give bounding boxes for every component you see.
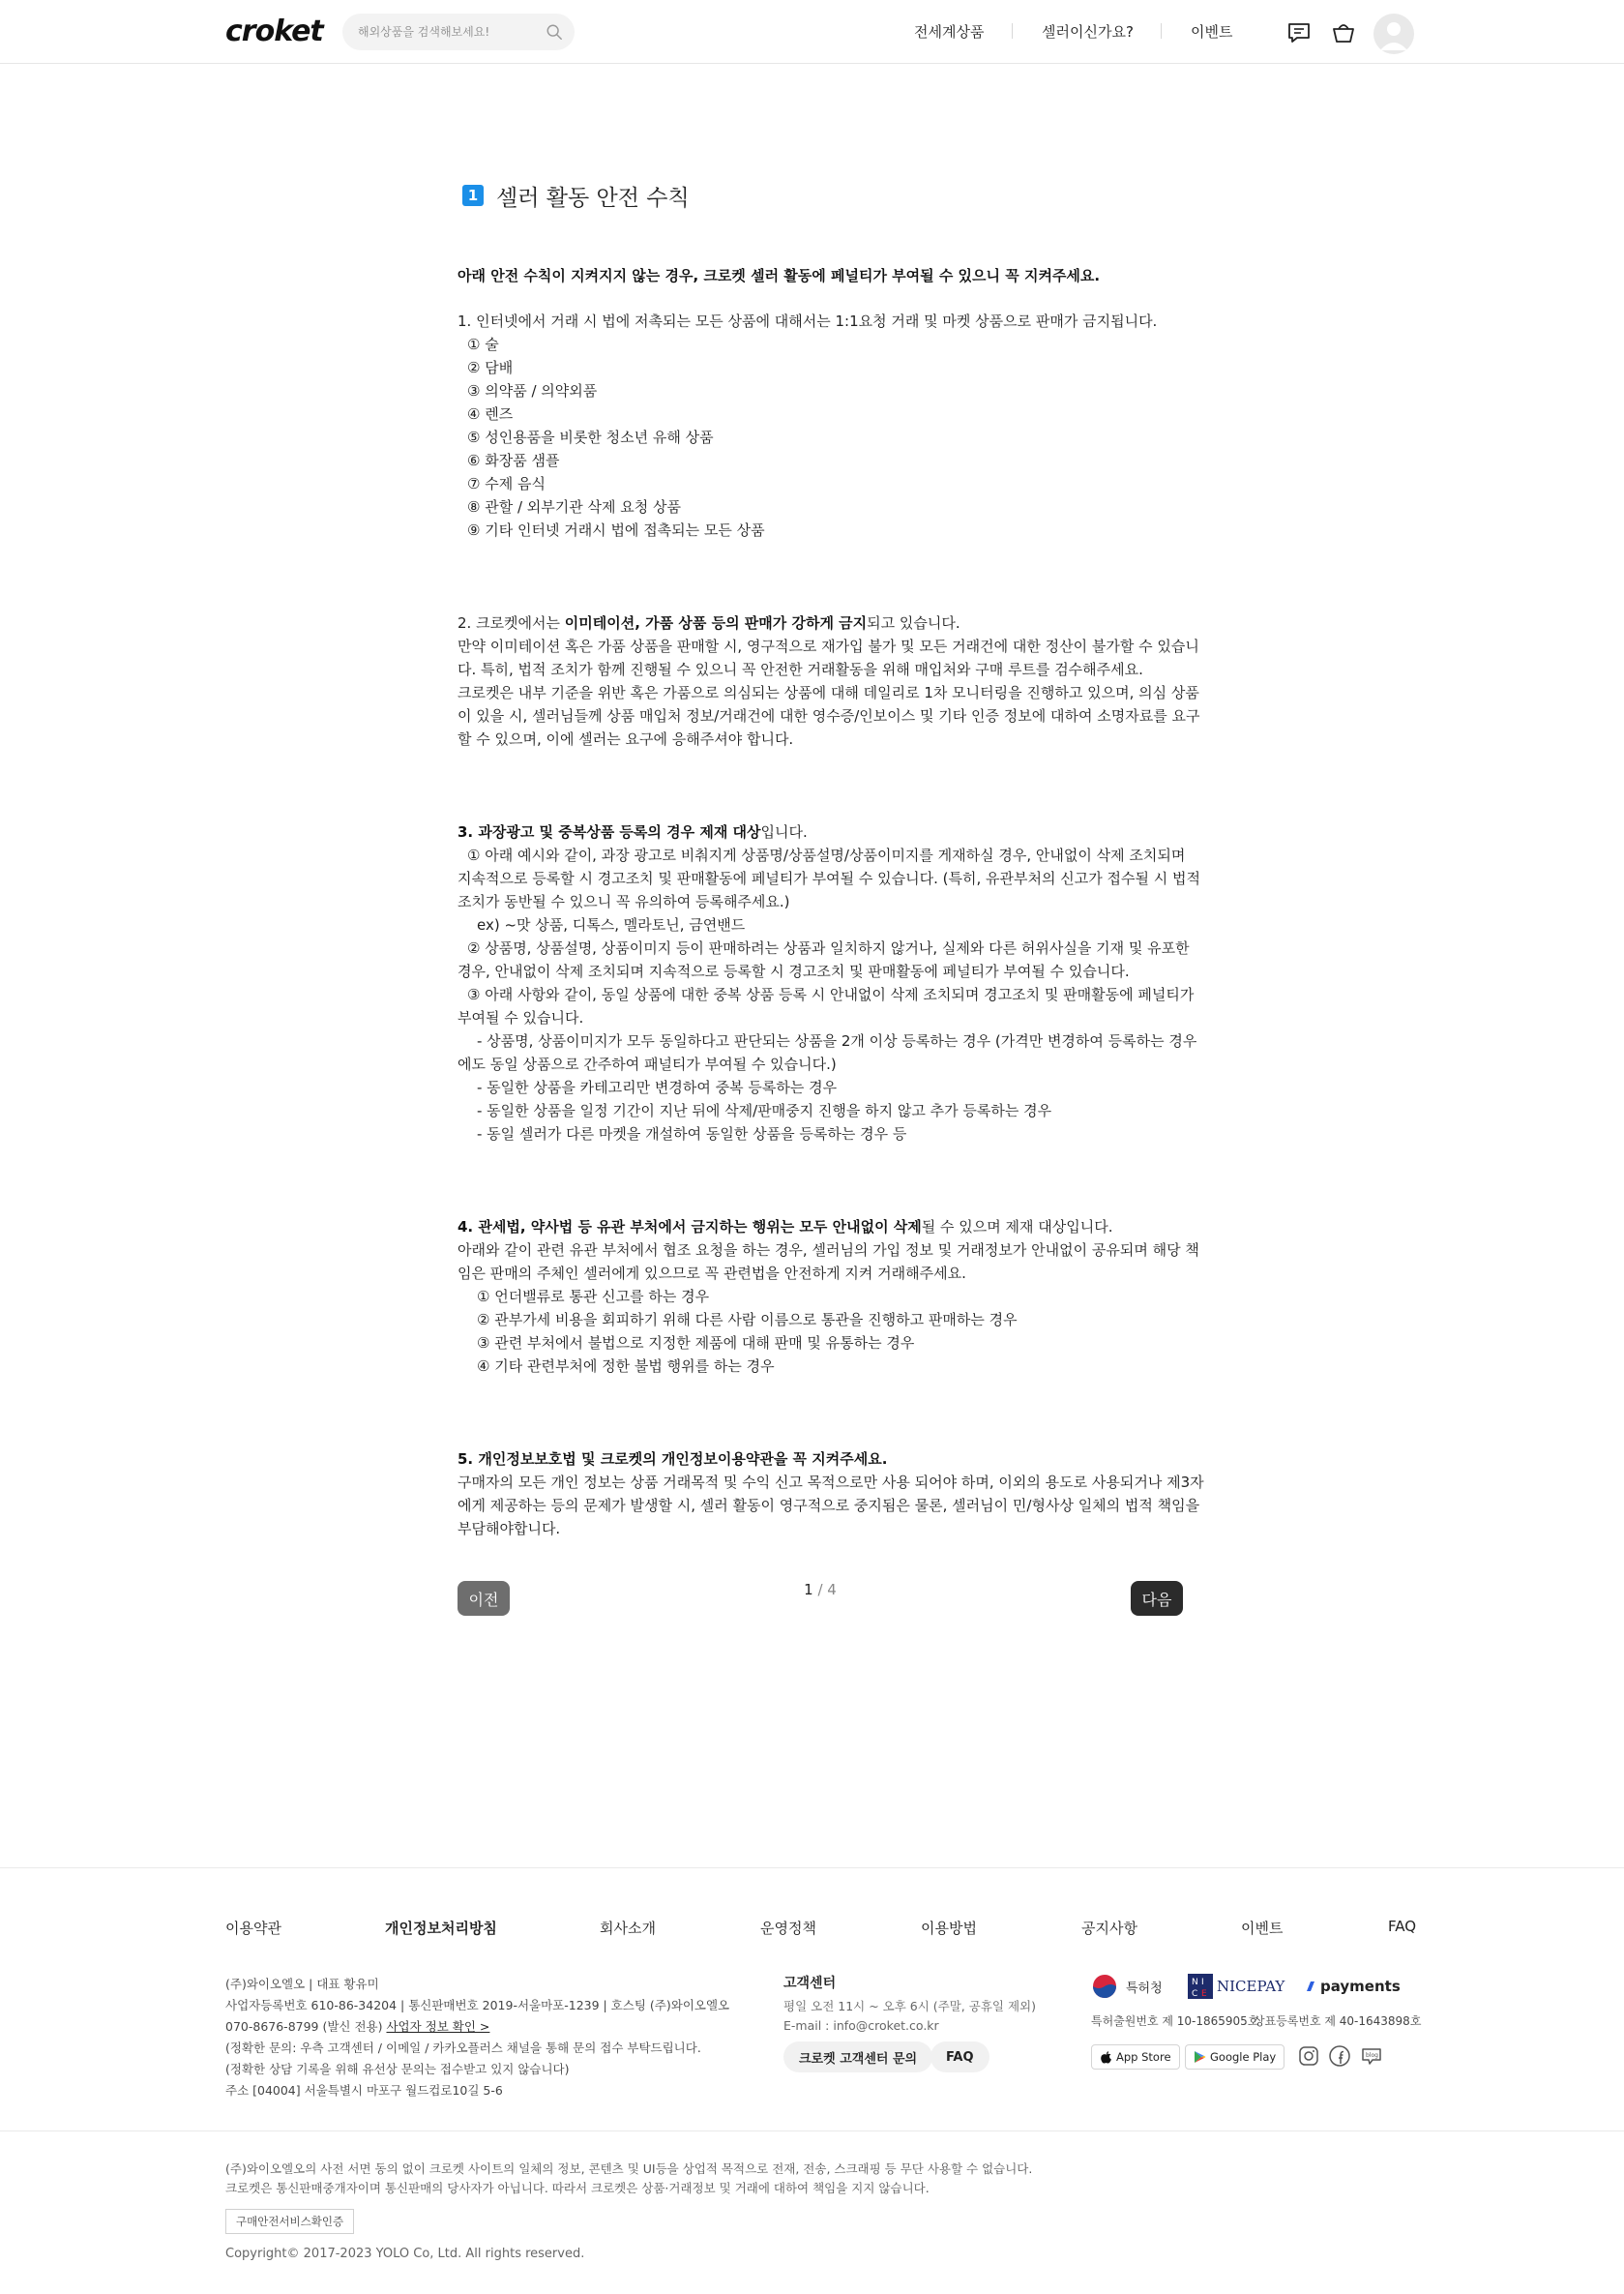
rule-3 (458, 820, 1200, 1146)
rule-2-pre: 2. 크로켓에서는 (458, 614, 565, 632)
company-line: 사업자등록번호 610-86-34204 | 통신판매번호 2019-서울마포-1239 | 호스팅 (주)와이오엘오 (225, 1998, 730, 2012)
rule-5-emphasis: 5. 개인정보보호법 및 크로켓의 개인정보이용약관을 꼭 지켜주세요. (458, 1450, 888, 1468)
list-item: ⑦ 수제 음식 (467, 475, 546, 492)
patent-number: 특허출원번호 제 10-1865905호 (1091, 2014, 1259, 2028)
paragraph-line: 임은 판매의 주체인 셀러에게 있으므로 꼭 관련법을 안전하게 지켜 거래해주세요. (458, 1265, 966, 1282)
paragraph-line: 아래와 같이 관련 유관 부처에서 협조 요청을 하는 경우, 셀러님의 가입 정보 및 거래정보가 안내없이 공유되며 해당 책 (458, 1241, 1199, 1259)
nicepay-label: NICEPAY (1217, 1978, 1285, 1995)
customer-center (783, 1974, 1036, 2036)
footer-divider (0, 1867, 1624, 1868)
paragraph-line: ③ 아래 사항와 같이, 동일 상품에 대한 중복 상품 등록 시 안내없이 삭제 조치되며 경고조치 및 판매활동에 페널티가 (467, 986, 1195, 1003)
user-silhouette-icon (1373, 14, 1414, 54)
search-icon[interactable] (546, 23, 563, 41)
nav-events[interactable]: 이벤트 (1191, 23, 1233, 41)
kipo-logo-icon (1091, 1973, 1118, 2000)
business-info-link[interactable]: 사업자 정보 확인 > (386, 2019, 490, 2034)
kipo-label: 특허청 (1126, 1981, 1163, 1996)
paragraph-line: - 상품명, 상품이미지가 모두 동일하다고 판단되는 상품을 2개 이상 등록하는 경우 (가격만 변경하여 등록하는 경우 (477, 1032, 1197, 1050)
kipo-partner (1091, 1972, 1163, 2001)
svg-text:I: I (1201, 1978, 1204, 1987)
page-indicator: 1 / 4 (804, 1581, 837, 1598)
paragraph-line: ① 아래 예시와 같이, 과장 광고로 비춰지게 상품명/상품설명/상품이미지를 게재하실 경우, 안내없이 삭제 조치되며 (467, 847, 1186, 864)
paragraph-line: - 동일 셀러가 다른 마켓을 개설하여 동일한 상품을 등록하는 경우 등 (477, 1125, 907, 1143)
svg-text:E: E (1201, 1989, 1207, 1999)
rule-1-heading: 1. 인터넷에서 거래 시 법에 저촉되는 모든 상품에 대해서는 1:1요청 거래 및 마켓 상품으로 판매가 금지됩니다. (458, 313, 1158, 330)
apple-icon (1100, 2050, 1112, 2064)
phone-number: 070-8676-8799 (발신 전용) (225, 2019, 387, 2034)
disclaimer-line: 크로켓은 통신판매중개자이며 통신판매의 당사자가 아닙니다. 따라서 크로켓은 상품·거래정보 및 거래에 대하여 책임을 지지 않습니다. (225, 2181, 930, 2195)
section-title (458, 180, 1183, 211)
nav-divider (1161, 23, 1162, 39)
svg-text:C: C (1192, 1989, 1198, 1999)
prev-button[interactable]: 이전 (458, 1581, 510, 1616)
paragraph-line: 에도 동일 상품으로 간주하여 패널티가 부여될 수 있습니다.) (458, 1056, 837, 1073)
list-item: ② 담배 (467, 359, 514, 376)
paragraph-line: 구매자의 모든 개인 정보는 상품 거래목적 및 수익 신고 목적으로만 사용 되어야 하며, 이외의 용도로 사용되거나 제3자 (458, 1474, 1204, 1491)
total-pages: 4 (827, 1581, 837, 1598)
search-input[interactable] (358, 14, 532, 50)
list-item: ⑤ 성인용품을 비롯한 청소년 유해 상품 (467, 429, 714, 446)
trademark-number: 상표등록번호 제 40-1643898호 (1254, 2014, 1422, 2028)
paragraph-line: 부담해야합니다. (458, 1520, 561, 1537)
paragraph-line: 이 있을 시, 셀러님들께 상품 매입처 정보/거래건에 대한 영수증/인보이스 및 기타 인증 정보에 대하여 소명자료를 요구 (458, 707, 1200, 725)
nav-global-products[interactable]: 전세계상품 (914, 23, 985, 41)
rule-4-emphasis: 4. 관세법, 약사법 등 유관 부처에서 금지하는 행위는 모두 안내없이 삭제 (458, 1218, 922, 1236)
list-item: ⑧ 관할 / 외부기관 삭제 요청 상품 (467, 498, 681, 516)
rule-4 (458, 1215, 1199, 1378)
list-item: ④ 렌즈 (467, 405, 514, 423)
rule-4-heading (458, 1215, 1183, 1238)
paragraph-line: 경우, 안내없이 삭제 조치되며 지속적으로 등록할 시 경고조치 및 판매활동에 페널티가 부여될 수 있습니다. (458, 963, 1130, 980)
paragraph-line: 에게 제공하는 등의 문제가 발생할 시, 셀러 활동이 영구적으로 중지됨은 물론, 셀러님이 민/형사상 일체의 법적 책임을 (458, 1497, 1200, 1514)
paragraph-line: 부여될 수 있습니다. (458, 1009, 584, 1027)
paragraph-line: ③ 관련 부처에서 불법으로 지정한 제품에 대해 판매 및 유통하는 경우 (477, 1334, 915, 1352)
safe-purchase-certificate-button[interactable]: 구매안전서비스확인증 (225, 2209, 354, 2234)
instagram-icon[interactable] (1296, 2043, 1321, 2069)
facebook-icon[interactable] (1327, 2043, 1352, 2069)
paragraph-line: 크로켓은 내부 기준을 위반 혹은 가품으로 의심되는 상품에 대해 데일리로 1차 모니터링을 진행하고 있으며, 의심 상품 (458, 684, 1199, 701)
message-icon[interactable] (1285, 19, 1313, 46)
paragraph-line: ④ 기타 관련부처에 정한 불법 행위를 하는 경우 (477, 1357, 775, 1375)
rule-2-emphasis: 이미테이션, 가품 상품 등의 판매가 강하게 금지 (564, 614, 868, 632)
company-line: (주)와이오엘오 | 대표 황유미 (225, 1977, 379, 1991)
footer-link-events[interactable]: 이벤트 (1241, 1920, 1284, 1937)
paragraph-line: ② 상품명, 상품설명, 상품이미지 등이 판매하려는 상품과 일치하지 않거나, 실제와 다른 허위사실을 기재 및 유포한 (467, 939, 1190, 957)
nicepay-logo-icon (1188, 1974, 1213, 1999)
rule-1 (458, 310, 1183, 542)
avatar[interactable] (1373, 14, 1414, 54)
list-item: ③ 의약품 / 의약외품 (467, 382, 598, 400)
rule-3-post: 입니다. (760, 823, 808, 841)
disclaimer-line: (주)와이오엘오의 사전 서면 동의 없이 크로켓 사이트의 일체의 정보, 콘텐츠 및 UI등을 상업적 목적으로 전재, 전송, 스크래핑 등 무단 사용할 수 없습니다. (225, 2161, 1033, 2176)
rule-3-heading (458, 820, 1183, 844)
cs-hours: 평일 오전 11시 ~ 오후 6시 (주말, 공휴일 제외) (783, 1999, 1036, 2013)
nav-are-you-seller[interactable]: 셀러이신가요? (1042, 23, 1134, 41)
rule-5-heading (458, 1447, 1183, 1471)
seller-safety-rules (458, 180, 1204, 1537)
nav-divider (1012, 23, 1013, 39)
cs-email: E-mail : info@croket.co.kr (783, 2018, 939, 2033)
googleplay-label: Google Play (1210, 2050, 1277, 2064)
company-info (225, 1974, 729, 2101)
appstore-label: App Store (1116, 2050, 1171, 2064)
paragraph-line: 조치가 동반될 수 있으니 꼭 유의하여 등록해주세요.) (458, 893, 790, 910)
paragraph-line: 지속적으로 등록할 시 경고조치 및 판매활동에 페널티가 부여될 수 있습니다. (특히, 유관부처의 신고가 접수될 시 법적 (458, 870, 1200, 887)
step-number-badge: 1 (462, 185, 484, 206)
footer-link-policy[interactable]: 운영정책 (760, 1920, 816, 1937)
search-box[interactable] (342, 14, 575, 50)
legal-disclaimer (225, 2160, 1032, 2198)
paragraph-line: 할 수 있으며, 이에 셀러는 요구에 응해주셔야 합니다. (458, 730, 794, 748)
rule-2-heading (458, 611, 1183, 635)
payments-logo-icon (1304, 1980, 1317, 1993)
rule-2 (458, 611, 1200, 751)
intro-warning: 아래 안전 수칙이 지켜지지 않는 경우, 크로켓 셀러 활동에 페널티가 부여될 수 있으니 꼭 지켜주세요. (458, 267, 1101, 284)
footer-link-privacy[interactable]: 개인정보처리방침 (385, 1920, 497, 1937)
shopping-basket-icon[interactable] (1330, 19, 1357, 46)
customer-center-button[interactable]: 크로켓 고객센터 문의 (783, 2041, 932, 2072)
footer-link-howto[interactable]: 이용방법 (921, 1920, 977, 1937)
company-line: 주소 [04004] 서울특별시 마포구 월드컵로10길 5-6 (225, 2083, 503, 2098)
current-page: 1 (804, 1581, 813, 1598)
cs-title: 고객센터 (783, 1976, 837, 1991)
paragraph-line: 만약 이미테이션 혹은 가품 상품을 판매할 시, 영구적으로 재가입 불가 및 모든 거래건에 대한 정산이 불가할 수 있습니 (458, 638, 1199, 655)
paragraph-line: - 동일한 상품을 일정 기간이 지난 뒤에 삭제/판매중지 진행을 하지 않고 추가 등록하는 경우 (477, 1102, 1052, 1119)
paragraph-line: ② 관부가세 비용을 회피하기 위해 다른 사람 이름으로 통관을 진행하고 판매하는 경우 (477, 1311, 1018, 1328)
croket-logo[interactable]: croket (225, 15, 323, 48)
googleplay-button[interactable] (1185, 2044, 1284, 2070)
list-item: ⑥ 화장품 샘플 (467, 452, 560, 469)
footer-link-about[interactable]: 회사소개 (600, 1920, 656, 1937)
nicepay-partner (1188, 1972, 1284, 2001)
top-header (0, 0, 1624, 64)
rule-5 (458, 1447, 1204, 1540)
payments-partner (1304, 1972, 1401, 2001)
section-title-text: 셀러 활동 안전 수칙 (496, 185, 690, 211)
footer-divider (0, 2130, 1624, 2131)
company-line: (정확한 문의: 우측 고객센터 / 이메일 / 카카오플러스 채널을 통해 문의 접수 부탁드립니다. (225, 2041, 701, 2055)
next-button[interactable]: 다음 (1131, 1581, 1183, 1616)
google-play-icon (1194, 2050, 1206, 2064)
paragraph-line: - 동일한 상품을 카테고리만 변경하여 중복 등록하는 경우 (477, 1079, 838, 1096)
copyright: Copyright© 2017-2023 YOLO Co, Ltd. All rights reserved. (225, 2247, 585, 2261)
rule-2-post: 되고 있습니다. (867, 614, 960, 632)
blog-icon[interactable] (1359, 2043, 1384, 2069)
list-item: ⑨ 기타 인터넷 거래시 법에 접촉되는 모든 상품 (467, 521, 765, 539)
footer-link-terms[interactable]: 이용약관 (225, 1920, 281, 1937)
paragraph-line: ① 언더밸류로 통관 신고를 하는 경우 (477, 1288, 710, 1305)
faq-button[interactable]: FAQ (930, 2041, 989, 2072)
company-line (225, 2016, 729, 2038)
rule-4-post: 될 수 있으며 제재 대상입니다. (921, 1218, 1113, 1236)
svg-text:N: N (1192, 1978, 1198, 1987)
appstore-button[interactable] (1091, 2044, 1180, 2070)
company-line: (정확한 상담 기록을 위해 유선상 문의는 접수받고 있지 않습니다) (225, 2062, 570, 2076)
rule-3-emphasis: 3. 과장광고 및 중복상품 등록의 경우 제재 대상 (458, 823, 761, 841)
paragraph-line: ex) ~맛 상품, 디톡스, 멜라토닌, 금연밴드 (477, 916, 746, 934)
payments-label: payments (1320, 1978, 1401, 1995)
footer-link-faq[interactable]: FAQ (1388, 1918, 1417, 1935)
footer-link-notice[interactable]: 공지사항 (1081, 1920, 1137, 1937)
list-item: ① 술 (467, 336, 499, 353)
svg-text:blog: blog (1366, 2052, 1378, 2059)
paragraph-line: 다. 특히, 법적 조치가 함께 진행될 수 있으니 꼭 안전한 거래활동을 위해 매입처와 구매 루트를 검수해주세요. (458, 661, 1143, 678)
